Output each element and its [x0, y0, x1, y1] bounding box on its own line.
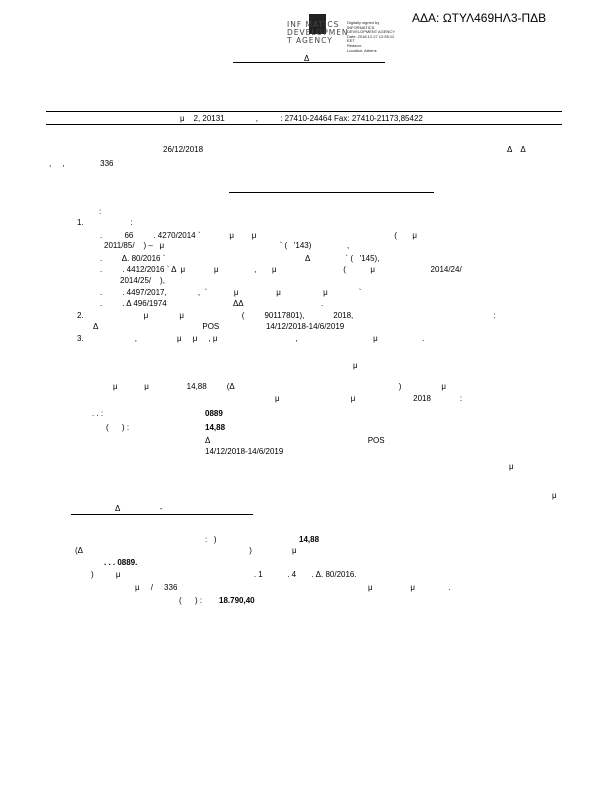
field-value-code: 0889 — [205, 409, 223, 418]
consideration-line: 2014/25/ ), — [120, 276, 165, 285]
body-line-1: : ) — [205, 535, 217, 544]
body-amount: 14,88 — [299, 535, 320, 544]
logo-text-1: INF MATICS — [287, 20, 340, 29]
logo-text-2: DEVELOPMEN — [287, 28, 349, 37]
recipient-delta: Δ Δ — [507, 145, 526, 154]
header-delta: Δ — [304, 54, 310, 63]
body-line-4: ) μ . 1 . 4 . Δ. 80/2016. — [91, 570, 357, 579]
section-heading: Δ - — [115, 504, 163, 513]
body-line-2: (Δ ) μ — [75, 546, 297, 555]
consideration-line: : — [99, 207, 102, 216]
decision-mu: μ — [353, 361, 358, 370]
document-date: 26/12/2018 — [163, 145, 204, 154]
ada-code: ΑΔΑ: ΩΤΥΛ469ΗΛ3-ΠΔΒ — [412, 11, 547, 25]
consideration-line: Δ POS 14/12/2018-14/6/2019 — [93, 322, 345, 331]
section-heading-rule — [71, 514, 253, 515]
field-description: Δ POS — [205, 436, 385, 445]
field-value-amount: 14,88 — [205, 423, 226, 432]
side-mu-1: μ — [509, 462, 514, 471]
consideration-line: . . 4412/2016 ` Δ μ μ , μ ( μ 2014/24/ — [100, 265, 462, 274]
field-label-amount: ( ) : — [106, 423, 130, 432]
contact-rule-top — [46, 111, 562, 112]
field-period: 14/12/2018-14/6/2019 — [205, 447, 284, 456]
consideration-line: 2011/85/ ) – μ ` ( '143) , — [104, 241, 350, 250]
consideration-line: 3. , μ μ , μ , μ . — [77, 334, 425, 343]
subject-rule — [229, 192, 434, 193]
decision-paragraph: μ μ 14,88 (Δ ) μ — [113, 382, 447, 391]
consideration-line: . . 4497/2017, , ` μ μ μ ` — [100, 288, 362, 297]
consideration-line: 1. : — [77, 218, 133, 227]
consideration-line: . Δ. 80/2016 ` Δ ` ( '145), — [100, 254, 380, 263]
body-line-5b: μ μ . — [368, 583, 451, 592]
total-label: ( ) : — [179, 596, 203, 605]
logo-text-3: T AGENCY — [287, 36, 333, 45]
consideration-line: . 66 . 4270/2014 ` μ μ ( μ — [100, 231, 418, 240]
contact-rule-bottom — [46, 124, 562, 125]
body-line-3: . . . 0889. — [104, 558, 138, 567]
consideration-line: . . Δ 496/1974 ΔΔ . — [100, 299, 324, 308]
decision-paragraph-cont: μ μ 2018 : — [275, 394, 463, 403]
agency-logo — [287, 14, 347, 48]
consideration-line: 2. μ μ ( 90117801), 2018, : — [77, 311, 496, 320]
protocol-line: , , 336 — [49, 159, 114, 168]
field-label-code: . . : — [92, 409, 104, 418]
side-mu-2: μ — [552, 491, 557, 500]
total-value: 18.790,40 — [219, 596, 255, 605]
digital-signature-info: Digitally signed by INFORMATICS DEVELOPMENT AGENCY Date: 2018.12.27 12:55:12 EET Reason: Location: Athens — [347, 20, 395, 53]
body-line-5: μ / 336 — [135, 583, 178, 592]
contact-line: μ 2, 20131 , : 27410-24464 Fax: 27410-21173,85422 — [180, 114, 423, 123]
